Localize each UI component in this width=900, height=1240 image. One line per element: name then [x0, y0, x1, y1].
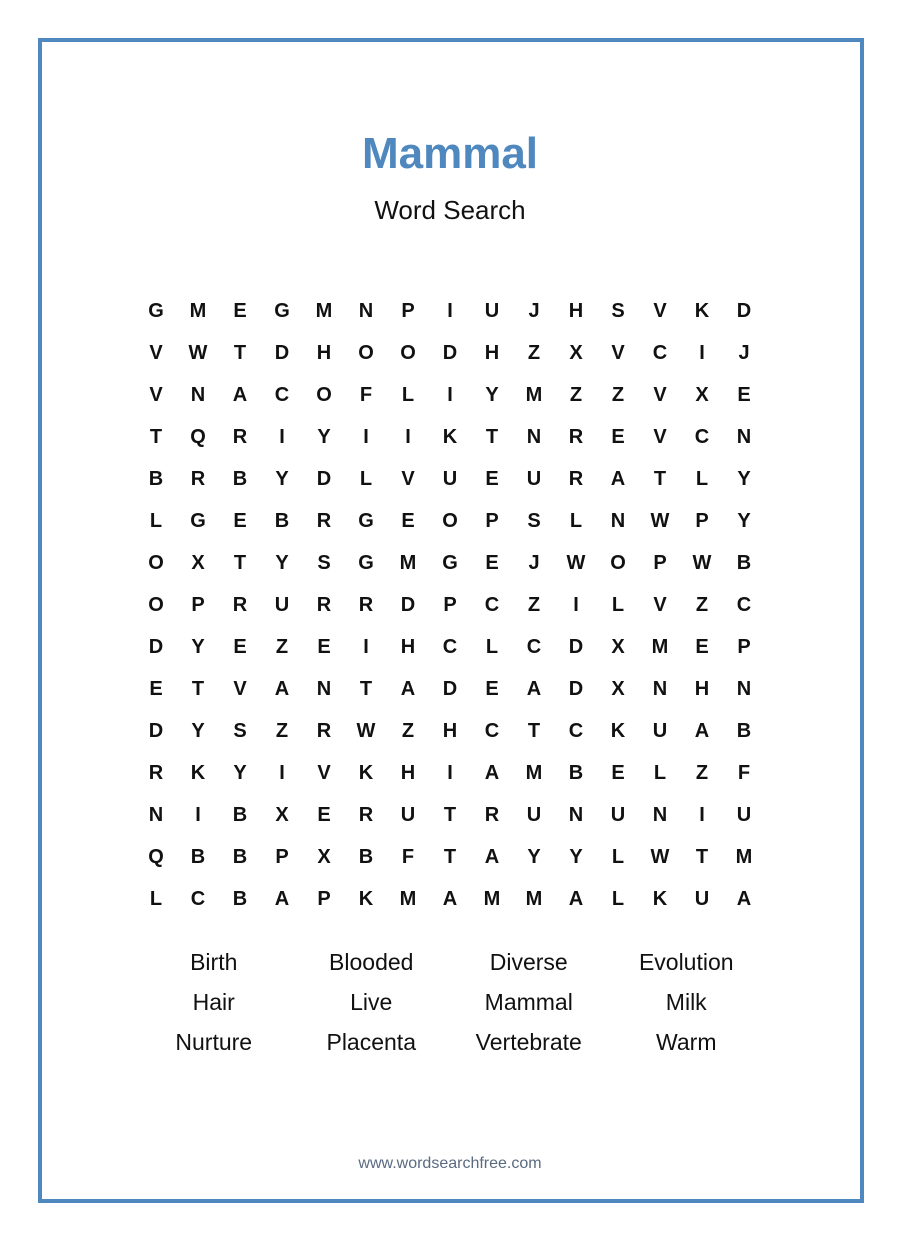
grid-letter: Z: [275, 635, 289, 658]
grid-letter: L: [611, 593, 625, 616]
grid-letter: Y: [275, 551, 289, 574]
grid-letter: S: [527, 509, 541, 532]
grid-letter: R: [358, 593, 374, 616]
grid-letter: E: [317, 635, 331, 658]
grid-letter: V: [653, 299, 667, 322]
grid-letter: I: [195, 803, 201, 826]
grid-letter: E: [401, 509, 415, 532]
grid-letter: V: [317, 761, 331, 784]
grid-letter: N: [568, 803, 584, 826]
grid-letter: E: [233, 299, 247, 322]
grid-letter: F: [737, 761, 751, 784]
grid-letter: O: [442, 509, 458, 532]
grid-letter: Z: [695, 593, 709, 616]
grid-letter: I: [573, 593, 579, 616]
grid-letter: P: [275, 845, 289, 868]
grid-letter: D: [316, 467, 332, 490]
grid-letter: O: [316, 383, 332, 406]
grid-letter: Y: [191, 635, 205, 658]
grid-letter: B: [232, 845, 248, 868]
grid-letter: A: [274, 677, 290, 700]
grid-letter: I: [405, 425, 411, 448]
grid-letter: P: [737, 635, 751, 658]
grid-letter: Q: [190, 425, 206, 448]
grid-letter: G: [442, 551, 458, 574]
grid-letter: H: [484, 341, 500, 364]
grid-letter: A: [568, 887, 584, 910]
grid-letter: D: [442, 341, 458, 364]
grid-letter: U: [526, 467, 542, 490]
grid-letter: L: [149, 509, 163, 532]
grid-letter: H: [442, 719, 458, 742]
grid-letter: M: [399, 551, 417, 574]
grid-letter: C: [484, 719, 500, 742]
grid-letter: E: [233, 635, 247, 658]
grid-letter: A: [232, 383, 248, 406]
grid-letter: N: [652, 803, 668, 826]
grid-letter: Y: [275, 467, 289, 490]
grid-letter: W: [692, 551, 712, 574]
grid-letter: W: [650, 845, 670, 868]
grid-letter: J: [738, 341, 750, 364]
grid-letter: H: [694, 677, 710, 700]
grid-letter: M: [525, 383, 543, 406]
grid-letter: W: [188, 341, 208, 364]
grid-letter: M: [735, 845, 753, 868]
grid-letter: Y: [527, 845, 541, 868]
grid-letter: U: [610, 803, 626, 826]
grid-letter: B: [274, 509, 290, 532]
grid-letter: F: [359, 383, 373, 406]
grid-letter: U: [442, 467, 458, 490]
grid-letter: D: [274, 341, 290, 364]
grid-letter: V: [233, 677, 247, 700]
grid-letter: P: [653, 551, 667, 574]
grid-letter: R: [484, 803, 500, 826]
grid-letter: B: [736, 551, 752, 574]
grid-letter: M: [525, 887, 543, 910]
grid-letter: R: [358, 803, 374, 826]
grid-letter: T: [191, 677, 205, 700]
grid-letter: A: [526, 677, 542, 700]
grid-letter: N: [736, 677, 752, 700]
grid-letter: E: [485, 467, 499, 490]
grid-letter: W: [566, 551, 586, 574]
grid-letter: S: [233, 719, 247, 742]
grid-letter: P: [485, 509, 499, 532]
grid-letter: Z: [275, 719, 289, 742]
grid-letter: Y: [485, 383, 499, 406]
grid-letter: E: [695, 635, 709, 658]
grid-letter: T: [443, 803, 457, 826]
grid-letter: S: [317, 551, 331, 574]
grid-letter: C: [736, 593, 752, 616]
grid-letter: G: [190, 509, 206, 532]
grid-letter: A: [400, 677, 416, 700]
grid-letter: E: [149, 677, 163, 700]
grid-letter: N: [190, 383, 206, 406]
grid-letter: T: [695, 845, 709, 868]
page-subtitle: Word Search: [374, 195, 526, 225]
grid-letter: I: [363, 635, 369, 658]
grid-letter: O: [148, 551, 164, 574]
grid-letter: A: [610, 467, 626, 490]
grid-letter: R: [568, 425, 584, 448]
grid-letter: S: [611, 299, 625, 322]
grid-letter: B: [232, 803, 248, 826]
grid-letter: K: [694, 299, 710, 322]
grid-letter: B: [568, 761, 584, 784]
grid-letter: V: [653, 593, 667, 616]
grid-letter: N: [148, 803, 164, 826]
grid-letter: T: [233, 551, 247, 574]
grid-letter: C: [694, 425, 710, 448]
grid-letter: D: [568, 677, 584, 700]
grid-letter: C: [442, 635, 458, 658]
grid-letter: W: [650, 509, 670, 532]
grid-letter: I: [447, 383, 453, 406]
grid-letter: N: [526, 425, 542, 448]
grid-letter: T: [485, 425, 499, 448]
grid-letter: Z: [527, 341, 541, 364]
grid-letter: B: [736, 719, 752, 742]
grid-letter: I: [363, 425, 369, 448]
word-item: Warm: [656, 1028, 717, 1055]
grid-letter: C: [568, 719, 584, 742]
grid-letter: T: [653, 467, 667, 490]
grid-letter: X: [695, 383, 709, 406]
grid-letter: V: [653, 425, 667, 448]
grid-letter: H: [400, 635, 416, 658]
grid-letter: P: [317, 887, 331, 910]
grid-letter: R: [316, 509, 332, 532]
footer-url: www.wordsearchfree.com: [358, 1155, 542, 1172]
grid-letter: A: [442, 887, 458, 910]
grid-letter: D: [148, 719, 164, 742]
grid-letter: L: [611, 845, 625, 868]
grid-letter: B: [148, 467, 164, 490]
grid-letter: L: [569, 509, 583, 532]
grid-letter: R: [232, 425, 248, 448]
grid-letter: L: [401, 383, 415, 406]
grid-letter: C: [652, 341, 668, 364]
grid-letter: E: [611, 761, 625, 784]
grid-letter: J: [528, 299, 540, 322]
grid-letter: N: [610, 509, 626, 532]
grid-letter: L: [149, 887, 163, 910]
grid-letter: X: [317, 845, 331, 868]
grid-letter: D: [400, 593, 416, 616]
grid-letter: K: [610, 719, 626, 742]
word-item: Nurture: [175, 1028, 253, 1055]
grid-letter: O: [148, 593, 164, 616]
grid-letter: R: [316, 719, 332, 742]
grid-letter: A: [484, 845, 500, 868]
letter-grid: [135, 290, 765, 920]
grid-letter: H: [568, 299, 584, 322]
grid-letter: I: [447, 299, 453, 322]
grid-letter: U: [484, 299, 500, 322]
grid-letter: C: [526, 635, 542, 658]
grid-letter: D: [148, 635, 164, 658]
grid-letter: U: [652, 719, 668, 742]
grid-letter: Y: [317, 425, 331, 448]
grid-letter: G: [358, 509, 374, 532]
grid-letter: R: [148, 761, 164, 784]
grid-letter: G: [148, 299, 164, 322]
grid-letter: X: [611, 635, 625, 658]
grid-letter: X: [275, 803, 289, 826]
grid-letter: G: [358, 551, 374, 574]
grid-letter: H: [400, 761, 416, 784]
grid-letter: Z: [401, 719, 415, 742]
grid-letter: O: [400, 341, 416, 364]
grid-letter: M: [189, 299, 207, 322]
grid-letter: D: [736, 299, 752, 322]
grid-letter: I: [699, 803, 705, 826]
grid-letter: B: [358, 845, 374, 868]
grid-letter: L: [695, 467, 709, 490]
grid-letter: T: [359, 677, 373, 700]
grid-letter: R: [190, 467, 206, 490]
grid-letter: Z: [695, 761, 709, 784]
grid-letter: Y: [737, 509, 751, 532]
grid-letter: T: [149, 425, 163, 448]
grid-letter: H: [316, 341, 332, 364]
grid-letter: U: [274, 593, 290, 616]
grid-letter: A: [736, 887, 752, 910]
grid-letter: X: [569, 341, 583, 364]
grid-letter: U: [736, 803, 752, 826]
grid-letter: K: [190, 761, 206, 784]
grid-letter: A: [694, 719, 710, 742]
grid-letter: E: [317, 803, 331, 826]
word-item: Mammal: [484, 988, 573, 1015]
grid-letter: C: [484, 593, 500, 616]
word-item: Milk: [665, 988, 707, 1015]
grid-letter: M: [315, 299, 333, 322]
grid-letter: O: [358, 341, 374, 364]
grid-letter: N: [736, 425, 752, 448]
grid-letter: P: [191, 593, 205, 616]
grid-letter: Y: [191, 719, 205, 742]
grid-letter: T: [527, 719, 541, 742]
word-item: Placenta: [326, 1028, 416, 1055]
grid-letter: P: [401, 299, 415, 322]
grid-letter: C: [190, 887, 206, 910]
grid-letter: V: [149, 383, 163, 406]
grid-letter: Z: [611, 383, 625, 406]
grid-letter: K: [358, 761, 374, 784]
grid-letter: K: [442, 425, 458, 448]
grid-letter: E: [737, 383, 751, 406]
grid-letter: R: [316, 593, 332, 616]
word-item: Evolution: [638, 948, 734, 975]
word-item: Vertebrate: [475, 1028, 582, 1055]
grid-letter: X: [611, 677, 625, 700]
grid-letter: T: [443, 845, 457, 868]
grid-letter: U: [526, 803, 542, 826]
grid-letter: N: [316, 677, 332, 700]
grid-letter: U: [400, 803, 416, 826]
grid-letter: V: [149, 341, 163, 364]
grid-letter: N: [358, 299, 374, 322]
grid-letter: I: [279, 761, 285, 784]
grid-letter: M: [651, 635, 669, 658]
grid-letter: I: [699, 341, 705, 364]
grid-letter: I: [447, 761, 453, 784]
grid-letter: Z: [527, 593, 541, 616]
grid-letter: D: [568, 635, 584, 658]
grid-letter: Q: [148, 845, 164, 868]
grid-letter: O: [610, 551, 626, 574]
grid-letter: L: [653, 761, 667, 784]
grid-letter: K: [358, 887, 374, 910]
grid-letter: M: [483, 887, 501, 910]
grid-letter: C: [274, 383, 290, 406]
grid-letter: M: [399, 887, 417, 910]
grid-letter: R: [568, 467, 584, 490]
grid-letter: X: [191, 551, 205, 574]
grid-letter: Y: [569, 845, 583, 868]
grid-letter: P: [443, 593, 457, 616]
grid-letter: P: [695, 509, 709, 532]
grid-letter: K: [652, 887, 668, 910]
grid-letter: V: [401, 467, 415, 490]
word-item: Blooded: [329, 948, 414, 975]
word-item: Diverse: [489, 948, 568, 975]
grid-letter: R: [232, 593, 248, 616]
word-item: Hair: [192, 988, 235, 1015]
grid-letter: F: [401, 845, 415, 868]
grid-letter: A: [274, 887, 290, 910]
grid-letter: Z: [569, 383, 583, 406]
word-item: Birth: [190, 948, 238, 975]
grid-letter: E: [485, 677, 499, 700]
grid-letter: E: [611, 425, 625, 448]
grid-letter: L: [485, 635, 499, 658]
grid-letter: I: [279, 425, 285, 448]
grid-letter: B: [190, 845, 206, 868]
grid-letter: D: [442, 677, 458, 700]
grid-letter: B: [232, 467, 248, 490]
grid-letter: E: [485, 551, 499, 574]
grid-letter: U: [694, 887, 710, 910]
grid-letter: W: [356, 719, 376, 742]
grid-letter: A: [484, 761, 500, 784]
word-list: [135, 942, 765, 1062]
grid-letter: J: [528, 551, 540, 574]
grid-letter: G: [274, 299, 290, 322]
grid-letter: L: [611, 887, 625, 910]
grid-letter: B: [232, 887, 248, 910]
grid-letter: T: [233, 341, 247, 364]
grid-letter: V: [611, 341, 625, 364]
grid-letter: M: [525, 761, 543, 784]
grid-letter: E: [233, 509, 247, 532]
grid-letter: Y: [737, 467, 751, 490]
grid-letter: Y: [233, 761, 247, 784]
grid-letter: L: [359, 467, 373, 490]
grid-letter: N: [652, 677, 668, 700]
page-title: Mammal: [361, 129, 539, 178]
word-item: Live: [350, 988, 393, 1015]
grid-letter: V: [653, 383, 667, 406]
